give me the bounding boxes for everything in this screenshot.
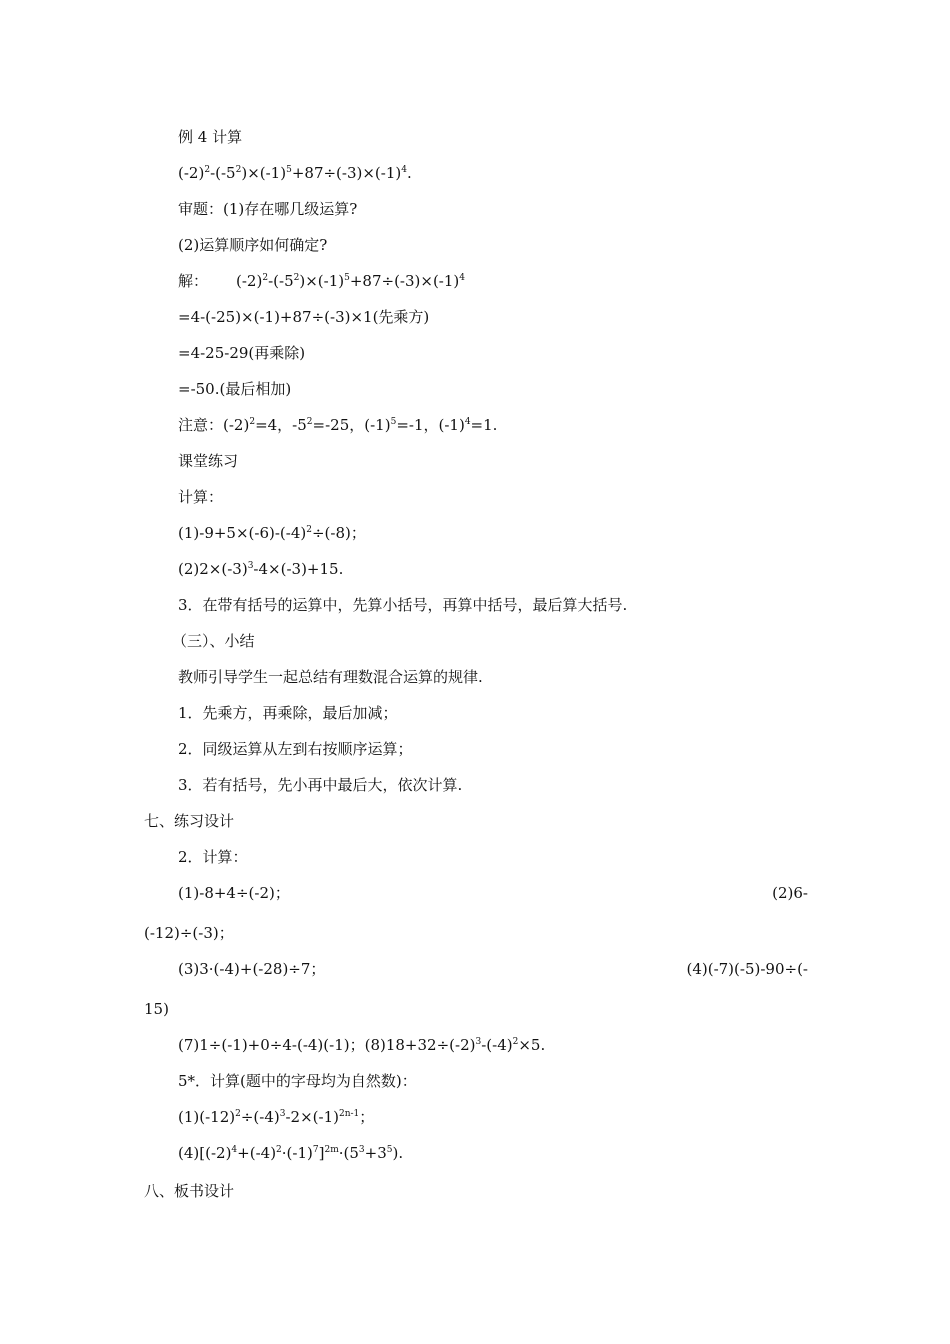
exercise-item-4: (4)(-7)(-5)-90÷(- <box>686 960 808 978</box>
practice-heading: 课堂练习 <box>178 452 239 470</box>
review-question-1: 审题：(1)存在哪几级运算? <box>178 200 358 218</box>
exercise-item-2-continued: (-12)÷(-3)； <box>144 924 234 942</box>
exercise-item-4-continued: 15) <box>144 1000 169 1018</box>
exercise-item-1: (1)-8+4÷(-2)； <box>178 884 290 902</box>
calc-label: 计算： <box>178 488 224 506</box>
solution-step-3: =-50.(最后相加) <box>178 380 292 398</box>
summary-rule-2: 2．同级运算从左到右按顺序运算； <box>178 740 413 758</box>
example-expression: $(-2)^2-(-5^2)\times(-1)^5+87\div(-3)\times(-1)^4$. <box>178 164 412 182</box>
example-title: 例 4 计算 <box>178 128 243 146</box>
exercise-item-3: (3)3·(-4)+(-28)÷7； <box>178 960 326 978</box>
solution-line: 解： $(-2)^2-(-5^2)\times(-1)^5+87\div(-3)\times(-1)^4$ <box>178 272 466 290</box>
exercise-2-label: 2．计算： <box>178 848 248 866</box>
section-7-heading: 七、练习设计 <box>144 812 235 830</box>
exercise-5-item-4: $(4)[(-2)^4+(-4)^2\cdot(-1)^7]^{2m}\cdot(5^3+3^5)$. <box>178 1144 404 1162</box>
solution-step-2: =4-25-29(再乘除) <box>178 344 306 362</box>
practice-item-2: $(2)2\times(-3)^3-4\times(-3)+15$. <box>178 560 344 578</box>
exercise-5-label: 5*．计算(题中的字母均为自然数)： <box>178 1072 417 1090</box>
summary-rule-1: 1．先乘方，再乘除，最后加减； <box>178 704 398 722</box>
summary-heading: （三）、小结 <box>172 632 255 650</box>
review-question-2: (2)运算顺序如何确定? <box>178 236 328 254</box>
practice-item-1: $(1)-9+5\times(-6)-(-4)^2\div(-8)$； <box>178 524 366 542</box>
summary-rule-3: 3．若有括号，先小再中最后大，依次计算. <box>178 776 463 794</box>
section-8-heading: 八、板书设计 <box>144 1182 235 1200</box>
exercise-item-2: (2)6- <box>772 884 808 902</box>
note-line: 注意：$(-2)^2=4$，$-5^2=-25$，$(-1)^5=-1$，$(-1)^4=1$. <box>178 416 498 434</box>
exercise-5-item-1: $(1)(-12)^2\div(-4)^3-2\times(-1)^{2n-1}$； <box>178 1108 375 1126</box>
bracket-rule: 3．在带有括号的运算中，先算小括号，再算中括号，最后算大括号. <box>178 596 628 614</box>
exercise-items-7-8: (7)1÷(-1)+0÷4-(-4)(-1)；$(8)18+32\div(-2)^3-(-4)^2\times 5$. <box>178 1036 546 1054</box>
summary-intro: 教师引导学生一起总结有理数混合运算的规律. <box>178 668 483 686</box>
solution-step-1: =4-(-25)×(-1)+87÷(-3)×1(先乘方) <box>178 308 430 326</box>
